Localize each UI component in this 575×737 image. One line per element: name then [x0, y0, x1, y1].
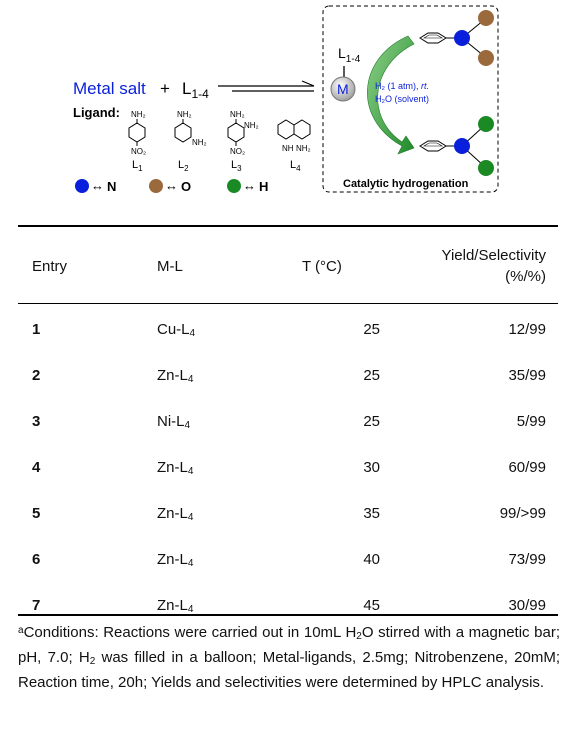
metal-label: M — [337, 81, 349, 97]
aniline-structure — [420, 116, 494, 176]
hydrogen-atom-icon — [478, 160, 494, 176]
svg-text:O: O — [181, 179, 192, 194]
cell-yield: 99/>99 — [499, 504, 546, 522]
table-row — [18, 398, 558, 444]
svg-text:↔: ↔ — [165, 178, 178, 193]
header-yield — [432, 226, 558, 306]
cell-ml: $Zn-L_4$ — [157, 596, 194, 615]
metal-salt-label: Metal salt — [73, 79, 146, 98]
cell-yield: 73/99 — [508, 550, 546, 568]
oxygen-atom-icon — [478, 50, 494, 66]
cell-entry: 2 — [32, 366, 41, 384]
cell-t: 25 — [363, 412, 380, 430]
table-row — [18, 352, 558, 398]
cell-yield: 35/99 — [508, 366, 546, 384]
nitrogen-dot-icon — [75, 179, 89, 193]
table-row — [18, 536, 558, 582]
reaction-scheme — [0, 0, 575, 205]
ligand-l2-structure — [175, 110, 207, 173]
results-table — [18, 226, 558, 628]
conditions-line-1: H₂ (1 atm), rt. — [375, 81, 429, 91]
cell-t: 30 — [363, 458, 380, 476]
svg-text:L4: $L_4$ — [290, 159, 301, 173]
cell-t: 25 — [363, 320, 380, 338]
cell-ml: $Zn-L_4$ — [157, 550, 194, 569]
box-caption: Catalytic hydrogenation — [343, 178, 469, 190]
cell-entry: 4 — [32, 458, 41, 476]
hydrogen-atom-icon — [478, 116, 494, 132]
svg-text:H: H — [259, 179, 269, 194]
cell-t: 45 — [363, 596, 380, 614]
nitrobenzene-structure — [420, 10, 494, 66]
cell-ml: $Zn-L_4$ — [157, 458, 194, 477]
svg-text:NH₂: NH₂ — [296, 144, 311, 153]
svg-text:NH₂: NH₂ — [131, 110, 146, 119]
cell-ml: $Cu-L_4$ — [157, 320, 196, 339]
cell-entry: 7 — [32, 596, 41, 614]
svg-text:NH₂: NH₂ — [192, 138, 207, 147]
svg-text:L2: $L_2$ — [178, 159, 189, 173]
header-t: T (°C) — [302, 257, 342, 275]
box-ligand-label: $L_{1-4}$ — [338, 45, 361, 65]
svg-text:L3: $L_3$ — [231, 159, 242, 173]
ligand-l4-structure — [278, 120, 311, 173]
nitrogen-atom-icon — [454, 138, 470, 154]
cell-ml: $Zn-L_4$ — [157, 504, 194, 523]
nitrogen-atom-icon — [454, 30, 470, 46]
cell-t: 35 — [363, 504, 380, 522]
header-entry: Entry — [32, 257, 68, 275]
ligand-l1-structure — [129, 110, 146, 173]
oxygen-atom-icon — [478, 10, 494, 26]
table-row — [18, 306, 558, 352]
svg-text:L1: $L_1$ — [132, 159, 143, 173]
cell-entry: 3 — [32, 412, 41, 430]
atom-legend — [75, 178, 268, 194]
svg-text:↔: ↔ — [91, 178, 104, 193]
cell-entry: 6 — [32, 550, 41, 568]
cell-ml: $Zn-L_4$ — [157, 366, 194, 385]
hydrogen-dot-icon — [227, 179, 241, 193]
svg-text:NH₂: NH₂ — [177, 110, 192, 119]
header-ml: M-L — [157, 257, 183, 275]
svg-text:NH: NH — [282, 144, 294, 153]
footnote-mark: a — [18, 625, 24, 636]
table-footnote: $^a$Conditions: Reactions were carried out in 10mL $H_2O$ stirred with a magnetic bar; pH, 7.0; $H_2$ was filled in a balloon; Metal-ligands, 2.5mg; Nitrobenzene, 20mM; Reaction time, 20h; Yields and selectivities were determined by HPLC analysis. — [18, 624, 560, 691]
svg-text:NO₂: NO₂ — [230, 147, 246, 156]
table-row — [18, 490, 558, 536]
table-row — [18, 444, 558, 490]
cell-yield: 30/99 — [508, 596, 546, 614]
ligand-caption: Ligand: — [73, 105, 120, 120]
ligand-l3-structure — [228, 110, 259, 173]
header-yield-line-2: (%/%) — [505, 268, 546, 285]
cell-t: 40 — [363, 550, 380, 568]
cell-yield: 12/99 — [508, 320, 546, 338]
cell-yield: 5/99 — [516, 412, 546, 430]
svg-text:NH₂: NH₂ — [244, 121, 259, 130]
table-header-row — [18, 226, 558, 306]
equilibrium-arrow — [218, 81, 314, 91]
svg-text:N: N — [107, 179, 117, 194]
svg-text:NO₂: NO₂ — [131, 147, 147, 156]
cell-yield: 60/99 — [508, 458, 546, 476]
cell-ml: $Ni-L_4$ — [157, 412, 191, 431]
ligand-range-label: $L_{1-4}$ — [182, 79, 209, 101]
conditions-line-2: H₂O (solvent) — [375, 94, 430, 104]
cell-entry: 1 — [32, 320, 41, 338]
cell-entry: 5 — [32, 504, 41, 522]
svg-text:↔: ↔ — [243, 178, 256, 193]
plus-sign: + — [160, 79, 170, 98]
cell-t: 25 — [363, 366, 380, 384]
svg-text:NH₂: NH₂ — [230, 110, 245, 119]
header-yield-line-1: Yield/Selectivity — [441, 247, 546, 264]
oxygen-dot-icon — [149, 179, 163, 193]
